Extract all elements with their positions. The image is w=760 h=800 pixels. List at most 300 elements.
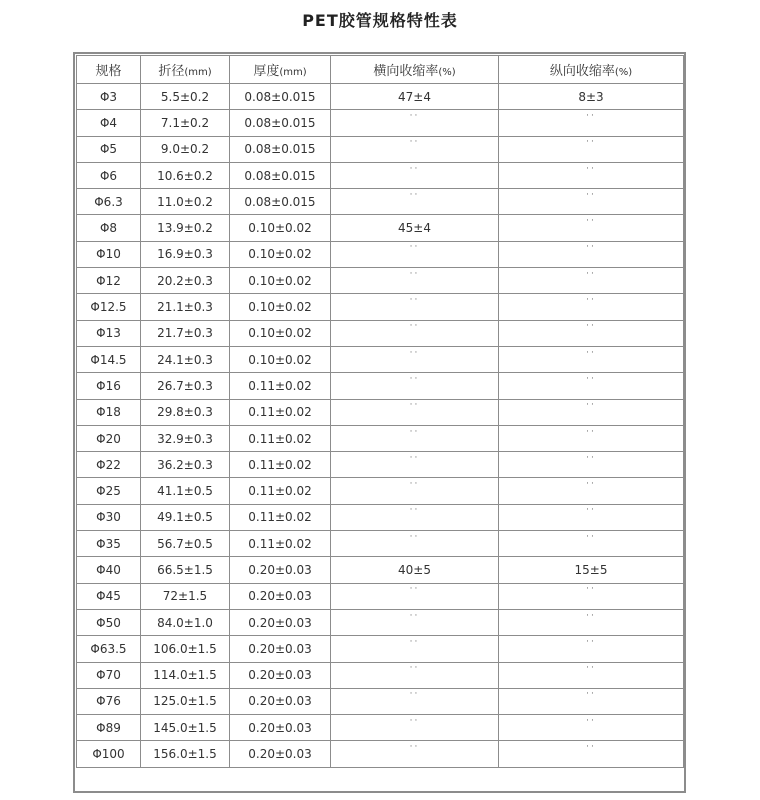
cell-value: 26.7±0.3	[157, 378, 213, 393]
cell-transverse-shrinkage	[331, 320, 499, 346]
cell-value: 0.08±0.015	[244, 168, 316, 183]
cell-transverse-shrinkage	[331, 268, 499, 294]
cell-value: 0.11±0.02	[248, 484, 312, 499]
ditto-mark: ··	[586, 163, 596, 174]
cell-transverse-shrinkage	[331, 189, 499, 215]
cell-value: Φ8	[99, 221, 118, 236]
cell-value: Φ6	[99, 168, 118, 183]
cell-spec	[77, 636, 141, 662]
cell-longitudinal-shrinkage	[499, 373, 684, 399]
header-spec	[77, 56, 141, 84]
ditto-mark: ··	[586, 742, 596, 753]
cell-transverse-shrinkage	[331, 136, 499, 162]
cell-spec	[77, 373, 141, 399]
cell-value: 0.20±0.03	[248, 562, 312, 577]
cell-thickness	[230, 583, 331, 609]
cell-transverse-shrinkage	[331, 609, 499, 635]
table-row	[77, 452, 684, 478]
ditto-mark: ··	[409, 426, 420, 437]
cell-value: Φ89	[96, 720, 121, 735]
cell-transverse-shrinkage	[331, 241, 499, 267]
ditto-mark: ··	[586, 242, 596, 253]
cell-value: 5.5±0.2	[160, 89, 210, 104]
cell-value: 21.1±0.3	[157, 300, 213, 315]
ditto-mark: ··	[586, 505, 596, 516]
ditto-mark: ··	[409, 584, 420, 595]
table-row	[77, 688, 684, 714]
cell-value: Φ4	[99, 115, 118, 130]
cell-value: Φ25	[96, 484, 121, 499]
table-row	[77, 662, 684, 688]
ditto-mark: ··	[409, 321, 420, 332]
cell-value: 72±1.5	[162, 589, 208, 604]
header-label: 厚度	[253, 64, 280, 79]
cell-longitudinal-shrinkage	[499, 741, 684, 767]
cell-longitudinal-shrinkage	[499, 557, 684, 583]
cell-flat-width	[141, 399, 230, 425]
cell-value: 0.20±0.03	[248, 694, 312, 709]
cell-value: 13.9±0.2	[157, 221, 213, 236]
cell-value: 8±3	[578, 89, 604, 104]
cell-thickness	[230, 662, 331, 688]
ditto-mark: ··	[409, 689, 420, 700]
cell-value: 32.9±0.3	[157, 431, 213, 446]
page-title: PET胶管规格特性表	[302, 11, 458, 30]
cell-spec	[77, 741, 141, 767]
cell-flat-width	[141, 268, 230, 294]
cell-thickness	[230, 346, 331, 372]
cell-longitudinal-shrinkage	[499, 110, 684, 136]
cell-spec	[77, 688, 141, 714]
cell-value: 15±5	[574, 562, 608, 577]
cell-transverse-shrinkage	[331, 478, 499, 504]
cell-thickness	[230, 373, 331, 399]
ditto-mark: ··	[586, 715, 596, 726]
ditto-mark: ··	[586, 216, 596, 227]
cell-value: 0.08±0.015	[244, 194, 316, 209]
cell-transverse-shrinkage	[331, 557, 499, 583]
cell-flat-width	[141, 241, 230, 267]
ditto-mark: ··	[409, 163, 420, 174]
cell-value: 0.20±0.03	[248, 641, 312, 656]
ditto-mark: ··	[586, 295, 596, 306]
cell-thickness	[230, 504, 331, 530]
cell-longitudinal-shrinkage	[499, 346, 684, 372]
cell-transverse-shrinkage	[331, 399, 499, 425]
table-row	[77, 715, 684, 741]
cell-thickness	[230, 320, 331, 346]
cell-value: Φ50	[96, 615, 121, 630]
ditto-mark: ··	[586, 610, 596, 621]
ditto-mark: ··	[409, 531, 420, 542]
cell-value: Φ35	[96, 536, 121, 551]
cell-thickness	[230, 110, 331, 136]
cell-spec	[77, 162, 141, 188]
cell-spec	[77, 399, 141, 425]
cell-value: 0.11±0.02	[248, 510, 312, 525]
cell-longitudinal-shrinkage	[499, 583, 684, 609]
ditto-mark: ··	[409, 295, 420, 306]
ditto-mark: ··	[409, 347, 420, 358]
cell-value: 145.0±1.5	[153, 720, 217, 735]
cell-value: Φ5	[99, 142, 118, 157]
cell-spec	[77, 346, 141, 372]
ditto-mark: ··	[586, 321, 596, 332]
cell-spec	[77, 110, 141, 136]
cell-transverse-shrinkage	[331, 662, 499, 688]
cell-spec	[77, 583, 141, 609]
cell-longitudinal-shrinkage	[499, 688, 684, 714]
cell-transverse-shrinkage	[331, 215, 499, 241]
cell-spec	[77, 268, 141, 294]
cell-flat-width	[141, 583, 230, 609]
cell-transverse-shrinkage	[331, 741, 499, 767]
cell-transverse-shrinkage	[331, 504, 499, 530]
ditto-mark: ··	[409, 663, 420, 674]
cell-spec	[77, 241, 141, 267]
cell-value: 0.20±0.03	[248, 668, 312, 683]
cell-flat-width	[141, 452, 230, 478]
cell-value: 0.11±0.02	[248, 536, 312, 551]
header-unit: (mm)	[279, 67, 307, 78]
table-header-row	[77, 56, 684, 84]
ditto-mark: ··	[586, 137, 596, 148]
cell-thickness	[230, 741, 331, 767]
cell-transverse-shrinkage	[331, 636, 499, 662]
cell-longitudinal-shrinkage	[499, 84, 684, 110]
cell-thickness	[230, 136, 331, 162]
cell-spec	[77, 452, 141, 478]
cell-value: 20.2±0.3	[157, 273, 213, 288]
ditto-mark: ··	[409, 715, 420, 726]
cell-thickness	[230, 531, 331, 557]
cell-thickness	[230, 478, 331, 504]
cell-flat-width	[141, 557, 230, 583]
spec-table	[76, 55, 684, 768]
ditto-mark: ··	[586, 689, 596, 700]
header-longitudinal-shrinkage	[499, 56, 684, 84]
ditto-mark: ··	[586, 426, 596, 437]
cell-thickness	[230, 636, 331, 662]
cell-value: Φ10	[96, 247, 121, 262]
cell-value: 11.0±0.2	[157, 194, 213, 209]
cell-value: 0.20±0.03	[248, 589, 312, 604]
cell-thickness	[230, 715, 331, 741]
ditto-mark: ··	[586, 400, 596, 411]
ditto-mark: ··	[586, 110, 596, 121]
ditto-mark: ··	[409, 110, 420, 121]
cell-value: Φ14.5	[90, 352, 127, 367]
cell-value: 0.20±0.03	[248, 720, 312, 735]
table-row	[77, 531, 684, 557]
cell-value: 24.1±0.3	[157, 352, 213, 367]
cell-flat-width	[141, 531, 230, 557]
cell-spec	[77, 609, 141, 635]
cell-transverse-shrinkage	[331, 110, 499, 136]
table-row	[77, 346, 684, 372]
ditto-mark: ··	[409, 242, 420, 253]
cell-value: 0.11±0.02	[248, 431, 312, 446]
cell-value: Φ70	[96, 668, 121, 683]
cell-longitudinal-shrinkage	[499, 531, 684, 557]
cell-flat-width	[141, 84, 230, 110]
table-row	[77, 557, 684, 583]
table-row	[77, 136, 684, 162]
cell-thickness	[230, 557, 331, 583]
ditto-mark: ··	[409, 189, 420, 200]
header-label: 规格	[95, 64, 122, 79]
cell-spec	[77, 320, 141, 346]
cell-value: 0.10±0.02	[248, 352, 312, 367]
cell-value: 0.11±0.02	[248, 378, 312, 393]
cell-value: Φ16	[96, 378, 121, 393]
ditto-mark: ··	[586, 584, 596, 595]
ditto-mark: ··	[586, 189, 596, 200]
cell-flat-width	[141, 688, 230, 714]
cell-value: 0.08±0.015	[244, 115, 316, 130]
cell-longitudinal-shrinkage	[499, 136, 684, 162]
cell-longitudinal-shrinkage	[499, 399, 684, 425]
table-row	[77, 583, 684, 609]
cell-longitudinal-shrinkage	[499, 241, 684, 267]
table-row	[77, 425, 684, 451]
cell-value: 29.8±0.3	[157, 405, 213, 420]
cell-value: 125.0±1.5	[153, 694, 217, 709]
cell-value: 0.08±0.015	[244, 142, 316, 157]
cell-value: Φ40	[96, 562, 121, 577]
header-thickness	[230, 56, 331, 84]
cell-thickness	[230, 241, 331, 267]
cell-value: 0.10±0.02	[248, 221, 312, 236]
cell-spec	[77, 215, 141, 241]
cell-thickness	[230, 399, 331, 425]
cell-value: 0.10±0.02	[248, 326, 312, 341]
cell-thickness	[230, 84, 331, 110]
cell-spec	[77, 715, 141, 741]
cell-transverse-shrinkage	[331, 583, 499, 609]
table-row	[77, 189, 684, 215]
table-row	[77, 373, 684, 399]
ditto-mark: ··	[409, 742, 420, 753]
cell-transverse-shrinkage	[331, 452, 499, 478]
cell-flat-width	[141, 320, 230, 346]
header-label: 横向收缩率	[373, 64, 439, 79]
cell-flat-width	[141, 636, 230, 662]
cell-spec	[77, 189, 141, 215]
cell-longitudinal-shrinkage	[499, 425, 684, 451]
cell-value: Φ3	[99, 89, 118, 104]
cell-flat-width	[141, 373, 230, 399]
cell-flat-width	[141, 215, 230, 241]
cell-transverse-shrinkage	[331, 688, 499, 714]
cell-thickness	[230, 162, 331, 188]
cell-value: Φ63.5	[90, 641, 127, 656]
cell-value: 9.0±0.2	[160, 142, 210, 157]
table-row	[77, 241, 684, 267]
cell-value: 0.10±0.02	[248, 273, 312, 288]
cell-value: 0.08±0.015	[244, 89, 316, 104]
cell-flat-width	[141, 425, 230, 451]
table-row	[77, 478, 684, 504]
cell-flat-width	[141, 478, 230, 504]
cell-transverse-shrinkage	[331, 531, 499, 557]
ditto-mark: ··	[409, 268, 420, 279]
cell-transverse-shrinkage	[331, 162, 499, 188]
ditto-mark: ··	[409, 479, 420, 490]
cell-transverse-shrinkage	[331, 715, 499, 741]
header-flat-width	[141, 56, 230, 84]
table-row	[77, 504, 684, 530]
cell-longitudinal-shrinkage	[499, 636, 684, 662]
cell-flat-width	[141, 662, 230, 688]
cell-value: Φ100	[92, 747, 125, 762]
cell-value: Φ18	[96, 405, 121, 420]
cell-value: 0.11±0.02	[248, 457, 312, 472]
cell-value: 84.0±1.0	[157, 615, 213, 630]
table-row	[77, 215, 684, 241]
ditto-mark: ··	[409, 452, 420, 463]
cell-flat-width	[141, 136, 230, 162]
cell-transverse-shrinkage	[331, 373, 499, 399]
cell-value: 16.9±0.3	[157, 247, 213, 262]
ditto-mark: ··	[409, 400, 420, 411]
cell-value: Φ30	[96, 510, 121, 525]
ditto-mark: ··	[586, 268, 596, 279]
table-row	[77, 741, 684, 767]
ditto-mark: ··	[586, 663, 596, 674]
header-unit: (%)	[614, 67, 633, 78]
header-transverse-shrinkage	[331, 56, 499, 84]
cell-value: 7.1±0.2	[160, 115, 210, 130]
ditto-mark: ··	[586, 531, 596, 542]
cell-value: 49.1±0.5	[157, 510, 213, 525]
cell-value: Φ6.3	[94, 194, 123, 209]
cell-spec	[77, 136, 141, 162]
cell-value: Φ12.5	[90, 300, 127, 315]
cell-spec	[77, 478, 141, 504]
cell-value: 0.10±0.02	[248, 247, 312, 262]
cell-spec	[77, 662, 141, 688]
cell-value: Φ12	[96, 273, 121, 288]
cell-thickness	[230, 215, 331, 241]
cell-spec	[77, 84, 141, 110]
table-body	[77, 84, 684, 768]
cell-value: 10.6±0.2	[157, 168, 213, 183]
cell-longitudinal-shrinkage	[499, 162, 684, 188]
cell-value: 0.20±0.03	[248, 615, 312, 630]
cell-value: Φ13	[96, 326, 121, 341]
cell-longitudinal-shrinkage	[499, 504, 684, 530]
cell-value: 0.11±0.02	[248, 405, 312, 420]
cell-longitudinal-shrinkage	[499, 715, 684, 741]
cell-spec	[77, 531, 141, 557]
cell-longitudinal-shrinkage	[499, 452, 684, 478]
cell-value: Φ20	[96, 431, 121, 446]
cell-value: 114.0±1.5	[153, 668, 217, 683]
cell-value: 45±4	[398, 221, 431, 236]
cell-flat-width	[141, 504, 230, 530]
cell-value: 41.1±0.5	[157, 484, 213, 499]
cell-thickness	[230, 189, 331, 215]
cell-thickness	[230, 609, 331, 635]
cell-value: 56.7±0.5	[157, 536, 213, 551]
header-label: 折径	[158, 64, 185, 79]
cell-spec	[77, 294, 141, 320]
cell-transverse-shrinkage	[331, 84, 499, 110]
table-row	[77, 84, 684, 110]
ditto-mark: ··	[409, 137, 420, 148]
cell-value: Φ45	[96, 589, 121, 604]
cell-flat-width	[141, 346, 230, 372]
cell-longitudinal-shrinkage	[499, 662, 684, 688]
header-unit: (mm)	[184, 67, 212, 78]
cell-value: Φ76	[96, 694, 121, 709]
cell-value: 36.2±0.3	[157, 457, 213, 472]
cell-value: 0.10±0.02	[248, 300, 312, 315]
ditto-mark: ··	[409, 373, 420, 384]
ditto-mark: ··	[586, 636, 596, 647]
cell-transverse-shrinkage	[331, 346, 499, 372]
table-row	[77, 609, 684, 635]
cell-value: 156.0±1.5	[153, 747, 217, 762]
cell-longitudinal-shrinkage	[499, 189, 684, 215]
cell-value: 40±5	[398, 562, 431, 577]
ditto-mark: ··	[586, 347, 596, 358]
cell-longitudinal-shrinkage	[499, 609, 684, 635]
cell-value: 66.5±1.5	[157, 562, 213, 577]
cell-longitudinal-shrinkage	[499, 320, 684, 346]
ditto-mark: ··	[409, 610, 420, 621]
cell-flat-width	[141, 609, 230, 635]
cell-longitudinal-shrinkage	[499, 478, 684, 504]
cell-thickness	[230, 425, 331, 451]
ditto-mark: ··	[586, 479, 596, 490]
cell-flat-width	[141, 715, 230, 741]
header-label: 纵向收缩率	[549, 64, 615, 79]
table-row	[77, 294, 684, 320]
table-row	[77, 268, 684, 294]
cell-thickness	[230, 452, 331, 478]
spec-table-frame	[73, 52, 686, 793]
cell-flat-width	[141, 110, 230, 136]
ditto-mark: ··	[409, 636, 420, 647]
table-row	[77, 399, 684, 425]
cell-transverse-shrinkage	[331, 425, 499, 451]
cell-value: 21.7±0.3	[157, 326, 213, 341]
cell-thickness	[230, 294, 331, 320]
ditto-mark: ··	[586, 373, 596, 384]
cell-spec	[77, 557, 141, 583]
cell-longitudinal-shrinkage	[499, 215, 684, 241]
cell-spec	[77, 425, 141, 451]
cell-value: 106.0±1.5	[153, 641, 217, 656]
cell-spec	[77, 504, 141, 530]
header-unit: (%)	[438, 67, 456, 78]
cell-flat-width	[141, 189, 230, 215]
table-row	[77, 636, 684, 662]
ditto-mark: ··	[409, 505, 420, 516]
cell-value: 47±4	[398, 89, 431, 104]
cell-value: 0.20±0.03	[248, 747, 312, 762]
cell-flat-width	[141, 294, 230, 320]
table-row	[77, 162, 684, 188]
cell-flat-width	[141, 741, 230, 767]
table-row	[77, 110, 684, 136]
cell-thickness	[230, 268, 331, 294]
cell-longitudinal-shrinkage	[499, 294, 684, 320]
table-row	[77, 320, 684, 346]
cell-transverse-shrinkage	[331, 294, 499, 320]
